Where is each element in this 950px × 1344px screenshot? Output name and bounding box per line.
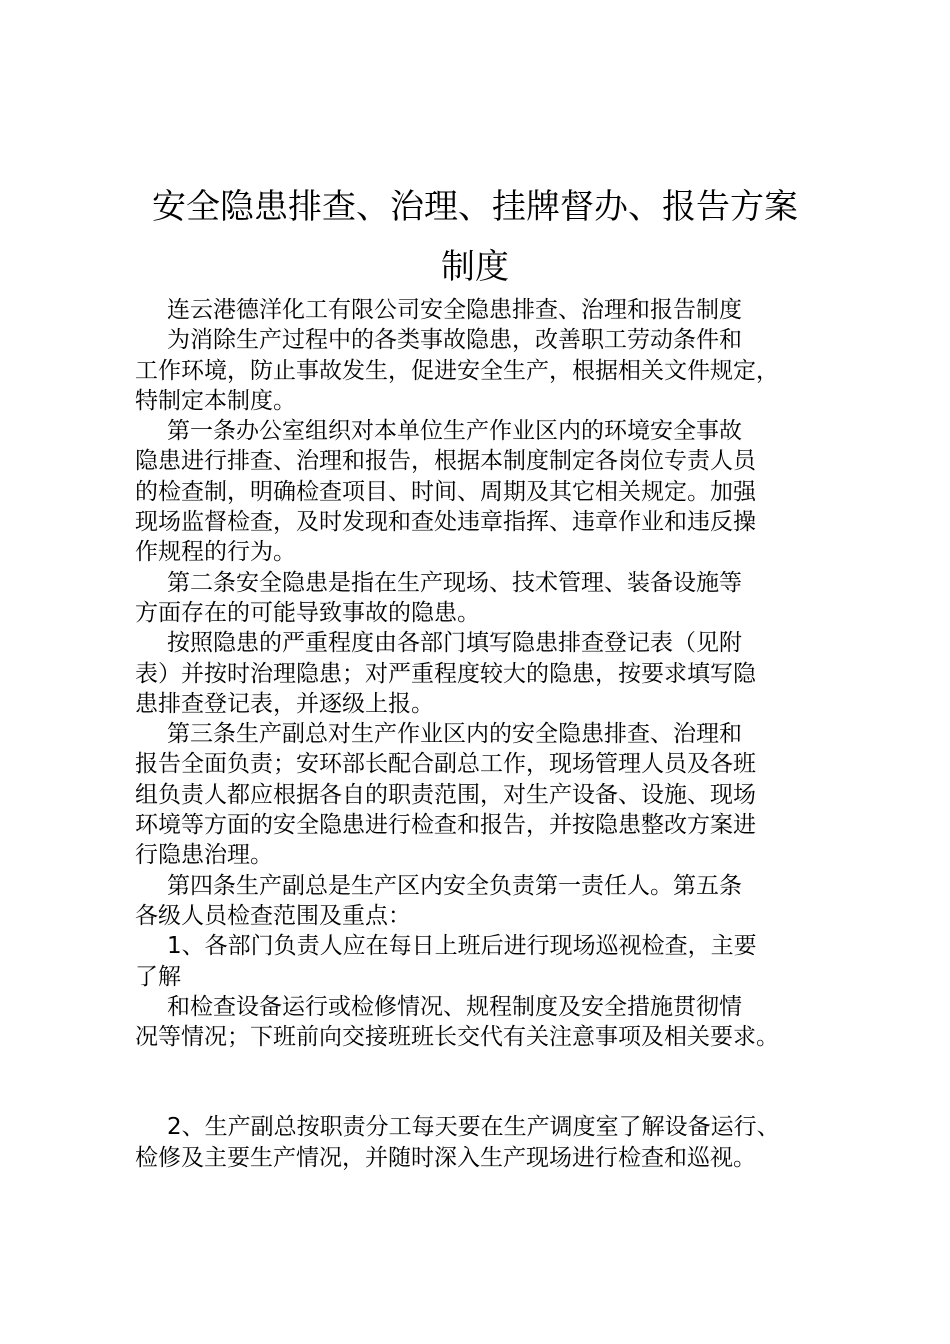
text-line: 组负责人都应根据各自的职责范围，对生产设备、设施、现场 — [135, 781, 756, 808]
text-line: 按照隐患的严重程度由各部门填写隐患排查登记表（见附 — [167, 630, 742, 657]
text-line: 了解 — [135, 963, 181, 990]
document-body — [135, 295, 850, 1173]
text-line: 2、生产副总按职责分工每天要在生产调度室了解设备运行、 — [167, 1114, 780, 1141]
text-line: 作规程的行为。 — [135, 539, 296, 566]
text-line: 现场监督检查，及时发现和查处违章指挥、违章作业和违反操 — [135, 509, 756, 536]
paragraph-gap — [135, 1052, 850, 1112]
text-line: 1、各部门负责人应在每日上班后进行现场巡视检查，主要 — [167, 933, 757, 960]
text-line: 行隐患治理。 — [135, 842, 273, 869]
text-line: 和检查设备运行或检修情况、规程制度及安全措施贯彻情 — [167, 993, 742, 1020]
text-line: 隐患进行排查、治理和报告，根据本制度制定各岗位专责人员 — [135, 448, 756, 475]
text-line: 的检查制，明确检查项目、时间、周期及其它相关规定。加强 — [135, 478, 756, 505]
text-line: 环境等方面的安全隐患进行检查和报告，并按隐患整改方案进 — [135, 812, 756, 839]
text-line: 工作环境，防止事故发生，促进安全生产，根据相关文件规定， — [135, 357, 779, 384]
text-line: 第一条办公室组织对本单位生产作业区内的环境安全事故 — [167, 418, 742, 445]
text-line: 患排查登记表，并逐级上报。 — [135, 690, 434, 717]
text-line: 连云港德洋化工有限公司安全隐患排查、治理和报告制度 — [167, 297, 742, 323]
text-line: 报告全面负责；安环部长配合副总工作，现场管理人员及各班 — [135, 751, 756, 778]
text-line: 表）并按时治理隐患；对严重程度较大的隐患，按要求填写隐 — [135, 660, 756, 687]
document-title-line-2: 制度 — [441, 247, 509, 287]
text-line: 方面存在的可能导致事故的隐患。 — [135, 599, 480, 626]
text-line: 第三条生产副总对生产作业区内的安全隐患排查、治理和 — [167, 721, 742, 748]
text-line: 第二条安全隐患是指在生产现场、技术管理、装备设施等 — [167, 569, 742, 596]
text-line: 况等情况；下班前向交接班班长交代有关注意事项及相关要求。 — [135, 1024, 779, 1051]
text-line: 各级人员检查范围及重点： — [135, 902, 411, 929]
document-title-line-1: 安全隐患排查、治理、挂牌督办、报告方案 — [152, 187, 798, 227]
text-line: 检修及主要生产情况，并随时深入生产现场进行检查和巡视。 — [135, 1144, 756, 1171]
text-line: 第四条生产副总是生产区内安全负责第一责任人。第五条 — [167, 872, 742, 899]
text-line: 为消除生产过程中的各类事故隐患，改善职工劳动条件和 — [167, 327, 742, 354]
text-line: 特制定本制度。 — [135, 387, 296, 414]
